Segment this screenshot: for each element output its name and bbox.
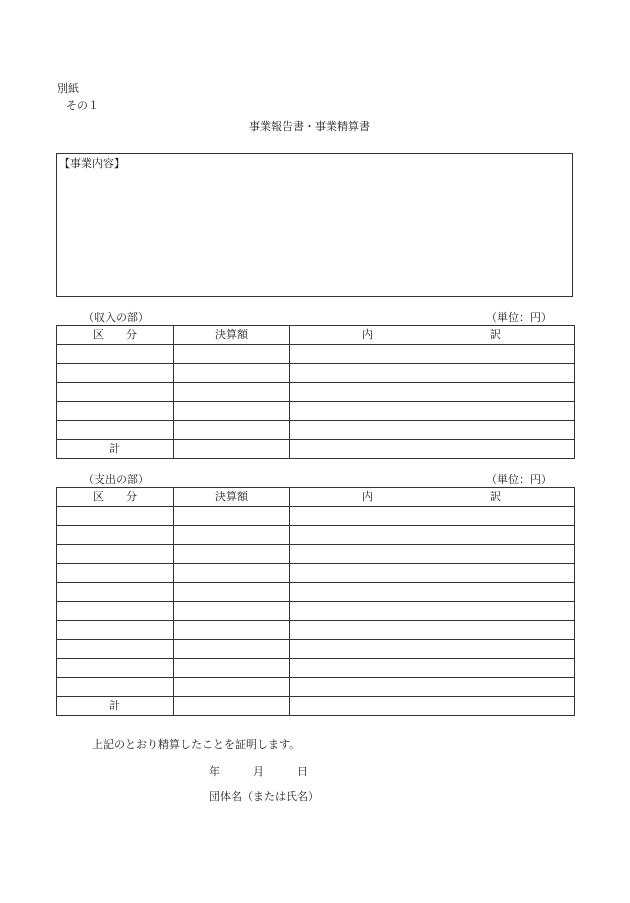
expense-detail-cell[interactable]	[290, 678, 575, 697]
expense-amount-cell[interactable]	[174, 640, 290, 659]
income-row	[57, 383, 575, 402]
expense-detail-cell[interactable]	[290, 564, 575, 583]
business-content-label: 【事業内容】	[59, 157, 125, 170]
income-col-category: 区 分	[57, 326, 174, 345]
expense-row	[57, 678, 575, 697]
expense-detail-cell[interactable]	[290, 507, 575, 526]
expense-body	[57, 507, 575, 716]
income-table	[56, 325, 575, 459]
expense-category-cell[interactable]	[57, 583, 174, 602]
date-line	[209, 765, 308, 779]
expense-detail-cell[interactable]	[290, 545, 575, 564]
expense-amount-cell[interactable]	[174, 621, 290, 640]
expense-amount-cell[interactable]	[174, 583, 290, 602]
expense-amount-cell[interactable]	[174, 678, 290, 697]
expense-category-cell[interactable]	[57, 526, 174, 545]
expense-detail-cell[interactable]	[290, 640, 575, 659]
expense-row	[57, 545, 575, 564]
income-row	[57, 364, 575, 383]
expense-detail-cell[interactable]	[290, 659, 575, 678]
certification-statement: 上記のとおり精算したことを証明します。	[92, 738, 301, 751]
expense-amount-cell[interactable]	[174, 564, 290, 583]
income-col-detail-2: 訳	[490, 328, 501, 341]
income-category-cell[interactable]	[57, 345, 174, 364]
income-category-cell[interactable]	[57, 364, 174, 383]
expense-col-detail-1: 内	[362, 490, 373, 503]
income-total-row	[57, 440, 575, 459]
expense-row	[57, 659, 575, 678]
expense-category-cell[interactable]	[57, 640, 174, 659]
income-amount-cell[interactable]	[174, 345, 290, 364]
expense-amount-cell[interactable]	[174, 507, 290, 526]
organization-name-label: 団体名（または氏名）	[209, 790, 319, 803]
income-category-cell[interactable]	[57, 383, 174, 402]
expense-detail-cell[interactable]	[290, 526, 575, 545]
expense-detail-cell[interactable]	[290, 583, 575, 602]
income-total-detail-cell[interactable]	[290, 440, 575, 459]
expense-amount-cell[interactable]	[174, 659, 290, 678]
expense-header-row	[57, 488, 575, 507]
expense-unit-label: （単位：円）	[486, 473, 552, 486]
expense-col-amount: 決算額	[174, 488, 290, 507]
expense-category-cell[interactable]	[57, 621, 174, 640]
expense-section-label: （支出の部）	[83, 473, 149, 486]
income-detail-cell[interactable]	[290, 364, 575, 383]
income-header-row	[57, 326, 575, 345]
income-detail-cell[interactable]	[290, 345, 575, 364]
expense-category-cell[interactable]	[57, 678, 174, 697]
expense-col-detail-2: 訳	[490, 490, 501, 503]
expense-row	[57, 507, 575, 526]
income-row	[57, 421, 575, 440]
income-amount-cell[interactable]	[174, 402, 290, 421]
income-col-detail-1: 内	[362, 328, 373, 341]
income-detail-cell[interactable]	[290, 383, 575, 402]
income-amount-cell[interactable]	[174, 364, 290, 383]
expense-col-detail	[290, 488, 575, 507]
expense-row	[57, 583, 575, 602]
date-month: 月	[253, 765, 264, 778]
expense-total-detail-cell[interactable]	[290, 697, 575, 716]
income-total-label: 計	[57, 440, 174, 459]
income-amount-cell[interactable]	[174, 383, 290, 402]
income-col-detail	[290, 326, 575, 345]
income-category-cell[interactable]	[57, 421, 174, 440]
income-col-amount: 決算額	[174, 326, 290, 345]
attachment-label: 別紙	[57, 82, 79, 95]
expense-row	[57, 526, 575, 545]
income-total-amount-cell[interactable]	[174, 440, 290, 459]
expense-amount-cell[interactable]	[174, 602, 290, 621]
expense-detail-cell[interactable]	[290, 602, 575, 621]
expense-amount-cell[interactable]	[174, 545, 290, 564]
business-content-box[interactable]	[56, 153, 573, 297]
expense-row	[57, 621, 575, 640]
expense-col-category: 区 分	[57, 488, 174, 507]
date-year: 年	[209, 765, 220, 778]
expense-category-cell[interactable]	[57, 659, 174, 678]
expense-category-cell[interactable]	[57, 564, 174, 583]
expense-total-amount-cell[interactable]	[174, 697, 290, 716]
expense-category-cell[interactable]	[57, 507, 174, 526]
expense-row	[57, 602, 575, 621]
expense-total-row	[57, 697, 575, 716]
income-row	[57, 402, 575, 421]
income-detail-cell[interactable]	[290, 402, 575, 421]
expense-amount-cell[interactable]	[174, 526, 290, 545]
expense-category-cell[interactable]	[57, 602, 174, 621]
expense-category-cell[interactable]	[57, 545, 174, 564]
expense-row	[57, 640, 575, 659]
page-title: 事業報告書・事業精算書	[249, 120, 370, 133]
expense-row	[57, 564, 575, 583]
expense-table	[56, 487, 575, 716]
income-detail-cell[interactable]	[290, 421, 575, 440]
date-day: 日	[297, 765, 308, 778]
income-amount-cell[interactable]	[174, 421, 290, 440]
expense-total-label: 計	[57, 697, 174, 716]
expense-detail-cell[interactable]	[290, 621, 575, 640]
income-unit-label: （単位：円）	[486, 311, 552, 324]
income-category-cell[interactable]	[57, 402, 174, 421]
part-label: その１	[66, 99, 99, 112]
income-row	[57, 345, 575, 364]
income-body	[57, 345, 575, 459]
income-section-label: （収入の部）	[83, 311, 149, 324]
